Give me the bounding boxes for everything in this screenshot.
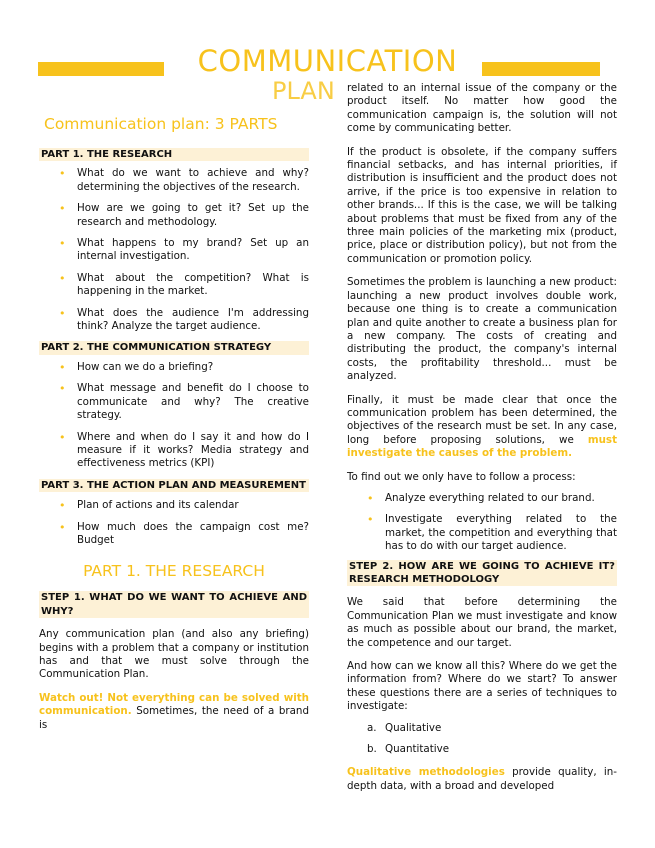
paragraph: If the product is obsolete, if the company suffers financial setbacks, and has internal priorities, if distribution is insufficient and the product does not arrive, if the price is too expensive in relation to other brands... If this is the case, we will be talking about problems that must be fixed from any of the three main policies of the marketing mix (product, price, place or distribution policy), but not from the communication or promotion policy. [347, 145, 617, 265]
part3-heading: PART 3. THE ACTION PLAN AND MEASUREMENT [39, 479, 309, 492]
list-item: • How are we going to get it? Set up the research and methodology. [39, 202, 309, 229]
list-item: • Investigate everything related to the market, the competition and everything that has to do with our target audience. [347, 513, 617, 553]
paragraph [347, 766, 617, 793]
part3-list [39, 499, 309, 547]
highlight-text: must investigate the causes of the problem. [347, 433, 617, 460]
list-marker: b. [367, 743, 377, 756]
step2-heading: STEP 2. HOW ARE WE GOING TO ACHIEVE IT? RESEARCH METHODOLOGY [349, 560, 615, 585]
list-marker: a. [367, 721, 377, 734]
list-item: • How can we do a briefing? [39, 361, 309, 374]
step1-heading: STEP 1. WHAT DO WE WANT TO ACHIEVE AND WHY? [41, 592, 307, 617]
paragraph-text: provide quality, in-depth data, with a broad and developed [347, 766, 617, 792]
title-overflow: PLAN [272, 77, 335, 105]
left-column [39, 114, 309, 732]
list-item: • What happens to my brand? Set up an internal investigation. [39, 237, 309, 264]
list-item: • How much does the campaign cost me? Budget [39, 521, 309, 548]
list-item-label: Quantitative [385, 743, 450, 756]
page-title: COMMUNICATION [197, 44, 458, 78]
list-item: • Plan of actions and its calendar [39, 499, 309, 512]
highlight-text: Watch out! Not everything can be solved with communication. [39, 691, 309, 718]
list-item: • What message and benefit do I choose to communicate and why? The creative strategy. [39, 382, 309, 422]
list-item [347, 743, 617, 756]
list-item-label: Qualitative [385, 721, 442, 734]
paragraph-text: Finally, it must be made clear that once the communication problem has been determined, the objectives of the research must be set. In any case, long before proposing solutions, we [347, 393, 617, 446]
list-item [347, 722, 617, 735]
paragraph: We said that before determining the Communication Plan we must investigate and know as much as possible about our brand, the market, the competence and our target. [347, 596, 617, 649]
list-item: • What about the competition? What is happening in the market. [39, 272, 309, 299]
paragraph: To find out we only have to follow a process: [347, 470, 576, 483]
intro-heading: Communication plan: 3 PARTS [44, 115, 278, 133]
list-item: • What does the audience I'm addressing think? Analyze the target audience. [39, 307, 309, 334]
paragraph [39, 692, 309, 732]
part1-heading: PART 1. THE RESEARCH [39, 148, 309, 161]
part2-list [39, 361, 309, 471]
paragraph: Any communication plan (and also any briefing) begins with a problem that a company or institution has and that we must solve through the Communication Plan. [39, 628, 309, 681]
section-heading: PART 1. THE RESEARCH [83, 562, 265, 581]
paragraph: And how can we know all this? Where do we get the information from? Where do we start? To answer these questions there are a series of techniques to investigate: [347, 660, 617, 713]
list-item: • Where and when do I say it and how do I measure if it works? Media strategy and effectiveness metrics (KPI) [39, 431, 309, 471]
list-item: • What do we want to achieve and why? determining the objectives of the research. [39, 167, 309, 194]
right-column [347, 82, 617, 793]
paragraph [347, 394, 617, 461]
paragraph-text: Sometimes, the need of a brand is [39, 705, 309, 731]
process-list [347, 492, 617, 554]
list-item: • Analyze everything related to our brand. [347, 492, 617, 505]
highlight-text: Qualitative methodologies [347, 766, 505, 779]
techniques-list [347, 722, 617, 757]
paragraph: related to an internal issue of the company or the product itself. No matter how good the communication campaign is, the solution will not come by communicating better. [347, 82, 617, 135]
part1-list [39, 167, 309, 333]
part2-heading: PART 2. THE COMMUNICATION STRATEGY [39, 341, 309, 354]
paragraph: Sometimes the problem is launching a new product: launching a new product involves double work, because one thing is to create a communication plan and quite another to create a business plan for a new company. The costs of creating and distributing the product, the company's internal costs, the profitability threshold... must be analyzed. [347, 276, 617, 383]
